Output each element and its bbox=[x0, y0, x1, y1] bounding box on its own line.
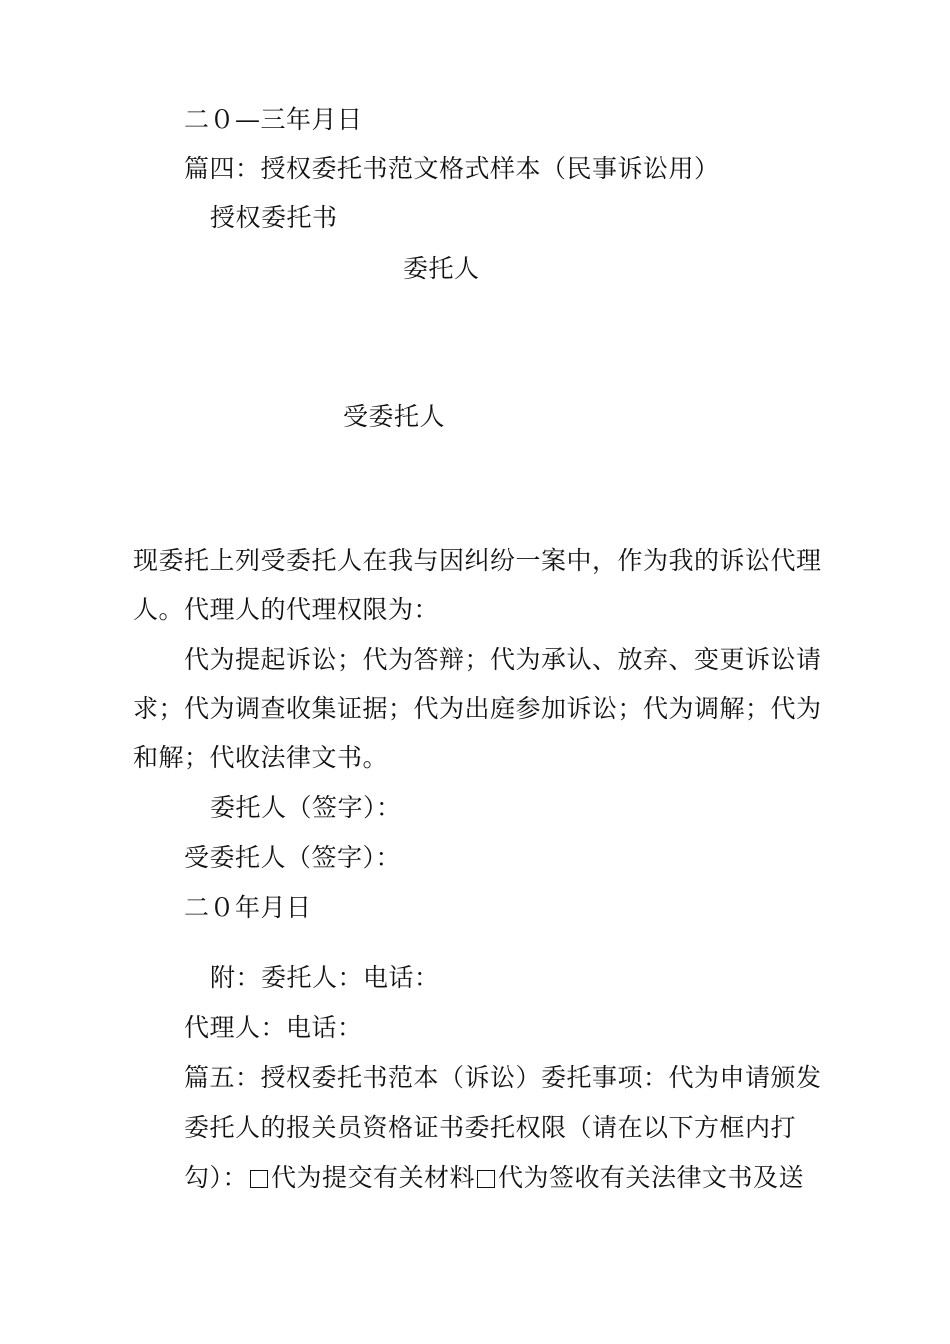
date-top: 二０—三年月日 bbox=[184, 105, 363, 134]
paragraph-2-line-3: 和解；代收法律文书。 bbox=[133, 743, 389, 772]
option-sign-documents: 代为签收有关法律文书及送 bbox=[498, 1163, 805, 1192]
paragraph-1-line-1: 现委托上列受委托人在我与因纠纷一案中，作为我的诉讼代理 bbox=[133, 546, 822, 575]
attachment-agent: 代理人：电话： bbox=[184, 1013, 363, 1042]
paragraph-2-line-2: 求；代为调查收集证据；代为出庭参加诉讼；代为调解；代为 bbox=[133, 694, 822, 723]
paragraph-2-line-1: 代为提起诉讼；代为答辩；代为承认、放弃、变更诉讼请 bbox=[184, 645, 822, 674]
heading-part-five-line-3 bbox=[184, 1162, 804, 1194]
paragraph-1-line-2: 人。代理人的代理权限为： bbox=[133, 595, 440, 624]
option-submit-materials: 代为提交有关材料 bbox=[271, 1163, 476, 1192]
attachment-principal: 附：委托人：电话： bbox=[210, 963, 440, 992]
principal-label: 委托人 bbox=[403, 254, 480, 283]
heading-part-five-line-1: 篇五：授权委托书范本（诉讼）委托事项：代为申请颁发 bbox=[184, 1063, 822, 1092]
line-3-prefix: 勾）： bbox=[184, 1163, 249, 1192]
checkbox-submit-materials[interactable] bbox=[250, 1170, 268, 1188]
agent-signature: 受委托人（签字）： bbox=[184, 843, 402, 872]
agent-label: 受委托人 bbox=[343, 402, 446, 431]
heading-part-four: 篇四：授权委托书范文格式样本（民事诉讼用） bbox=[184, 154, 720, 183]
heading-part-five-line-2: 委托人的报关员资格证书委托权限（请在以下方框内打 bbox=[184, 1113, 797, 1142]
document-title: 授权委托书 bbox=[210, 203, 338, 232]
principal-signature: 委托人（签字）： bbox=[210, 793, 402, 822]
date-bottom: 二０年月日 bbox=[184, 893, 312, 922]
checkbox-sign-documents[interactable] bbox=[477, 1170, 495, 1188]
